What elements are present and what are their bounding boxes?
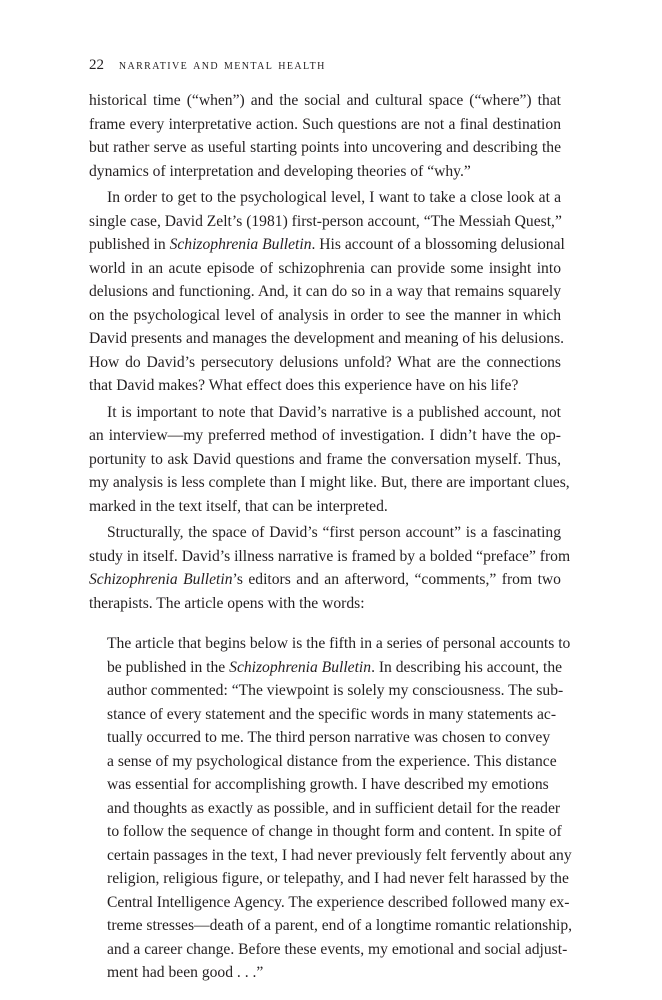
text-line <box>89 592 561 616</box>
text-span: In order to get to the psychological level, I want to take a close look at a <box>107 189 561 206</box>
text-line <box>89 89 561 113</box>
text-span: The article that begins below is the fifth in a series of personal accounts to <box>107 635 571 652</box>
text-line <box>107 820 562 844</box>
text-line <box>89 401 561 425</box>
text-span: How do David’s persecutory delusions unfold? What are the connections <box>89 353 561 371</box>
text-span: historical time (“when”) and the social and cultural space (“where”) that <box>89 92 561 109</box>
text-span: religion, religious figure, or telepathy, and I had never felt harassed by the <box>107 870 569 887</box>
text-line <box>89 186 561 210</box>
page-number: 22 <box>89 57 104 73</box>
text-span: certain passages in the text, I had never previously felt fervently about any <box>107 846 572 864</box>
text-span: marked in the text itself, that can be interpreted. <box>89 497 388 515</box>
text-line <box>107 961 543 985</box>
text-span: world in an acute episode of schizophrenia can provide some insight into <box>89 259 561 277</box>
paragraph <box>89 401 570 519</box>
text-span: was essential for accomplishing growth. I have described my emotions <box>107 776 549 793</box>
text-line <box>107 750 557 774</box>
paragraph <box>89 89 561 183</box>
text-line <box>89 327 565 351</box>
text-span: ’s editors and an afterword, “comments,” from two <box>232 571 561 588</box>
text-span: on the psychological level of analysis in order to see the manner in which <box>89 306 561 324</box>
text-span: an interview—my preferred method of investigation. I didn’t have the op- <box>89 427 561 444</box>
text-span: published in <box>89 236 170 253</box>
text-line <box>89 351 561 375</box>
text-line <box>107 797 561 821</box>
text-line <box>107 938 568 962</box>
text-line <box>89 160 561 184</box>
text-span: and thoughts as exactly as possible, and in sufficient detail for the reader <box>107 799 561 817</box>
text-span: single case, David Zelt’s (1981) first-person account, “The Messiah Quest,” <box>89 212 562 230</box>
text-span: and a career change. Before these events, my emotional and social adjust- <box>107 940 568 958</box>
text-line <box>89 568 561 592</box>
text-line <box>89 280 561 304</box>
text-line <box>89 233 565 257</box>
body-text <box>89 89 573 985</box>
text-line <box>89 257 561 281</box>
text-line <box>89 304 561 328</box>
text-span: delusions and functioning. And, it can do so in a way that remains squarely <box>89 283 561 300</box>
text-span: Structurally, the space of David’s “first person account” is a fascinating <box>107 524 561 541</box>
text-line <box>89 448 561 472</box>
text-line <box>107 844 572 868</box>
paragraph <box>89 186 565 398</box>
text-span: . His account of a blossoming delusional <box>311 236 565 253</box>
block-quote <box>89 632 573 985</box>
text-span: Central Intelligence Agency. The experience described followed many ex- <box>107 893 570 911</box>
text-span: that David makes? What effect does this experience have on his life? <box>89 377 519 394</box>
italic-title: Schizophrenia Bulletin <box>89 571 233 588</box>
text-line <box>107 656 563 680</box>
text-line <box>107 773 549 797</box>
text-span: It is important to note that David’s narrative is a published account, not <box>107 403 561 421</box>
text-line <box>107 891 570 915</box>
italic-title: Schizophrenia Bulletin <box>169 236 312 253</box>
text-span: be published in the <box>107 658 230 676</box>
running-head <box>89 57 326 74</box>
text-line <box>89 113 561 137</box>
text-span: a sense of my psychological distance from the experience. This distance <box>107 752 557 770</box>
text-span: David presents and manages the development and meaning of his delusions. <box>89 330 565 347</box>
text-span: . In describing his account, the <box>371 658 563 676</box>
text-span: author commented: “The viewpoint is solely my consciousness. The sub- <box>107 682 564 699</box>
text-line <box>89 471 570 495</box>
paragraph <box>89 521 571 615</box>
text-span: my analysis is less complete than I might like. But, there are important clues, <box>89 474 570 491</box>
text-span: portunity to ask David questions and frame the conversation myself. Thus, <box>89 450 561 468</box>
text-line <box>107 632 571 656</box>
text-line <box>107 703 557 727</box>
text-span: to follow the sequence of change in thought form and content. In spite of <box>107 823 562 840</box>
text-line <box>89 495 561 519</box>
text-span: tually occurred to me. The third person narrative was chosen to convey <box>107 729 551 746</box>
text-line <box>89 374 561 398</box>
italic-title: Schizophrenia Bulletin <box>229 658 372 676</box>
text-line <box>89 521 561 545</box>
text-line <box>107 679 564 703</box>
text-line <box>107 914 573 938</box>
text-line <box>89 210 561 234</box>
text-line <box>107 867 569 891</box>
text-span: stance of every statement and the specific words in many statements ac- <box>107 705 557 723</box>
running-head-title: narrative and mental health <box>118 57 326 73</box>
text-line <box>89 136 561 160</box>
text-span: therapists. The article opens with the words: <box>89 594 365 612</box>
text-span: treme stresses—death of a parent, end of a longtime romantic relationship, <box>107 917 573 934</box>
text-line <box>89 424 561 448</box>
text-line <box>89 545 571 569</box>
text-span: ment had been good . . .” <box>107 964 264 981</box>
text-span: frame every interpretative action. Such questions are not a final destination <box>89 115 561 133</box>
text-line <box>107 726 551 750</box>
text-span: but rather serve as useful starting points into uncovering and describing the <box>89 139 561 156</box>
text-span: study in itself. David’s illness narrative is framed by a bolded “preface” from <box>89 547 571 565</box>
text-span: dynamics of interpretation and developing theories of “why.” <box>89 162 471 180</box>
